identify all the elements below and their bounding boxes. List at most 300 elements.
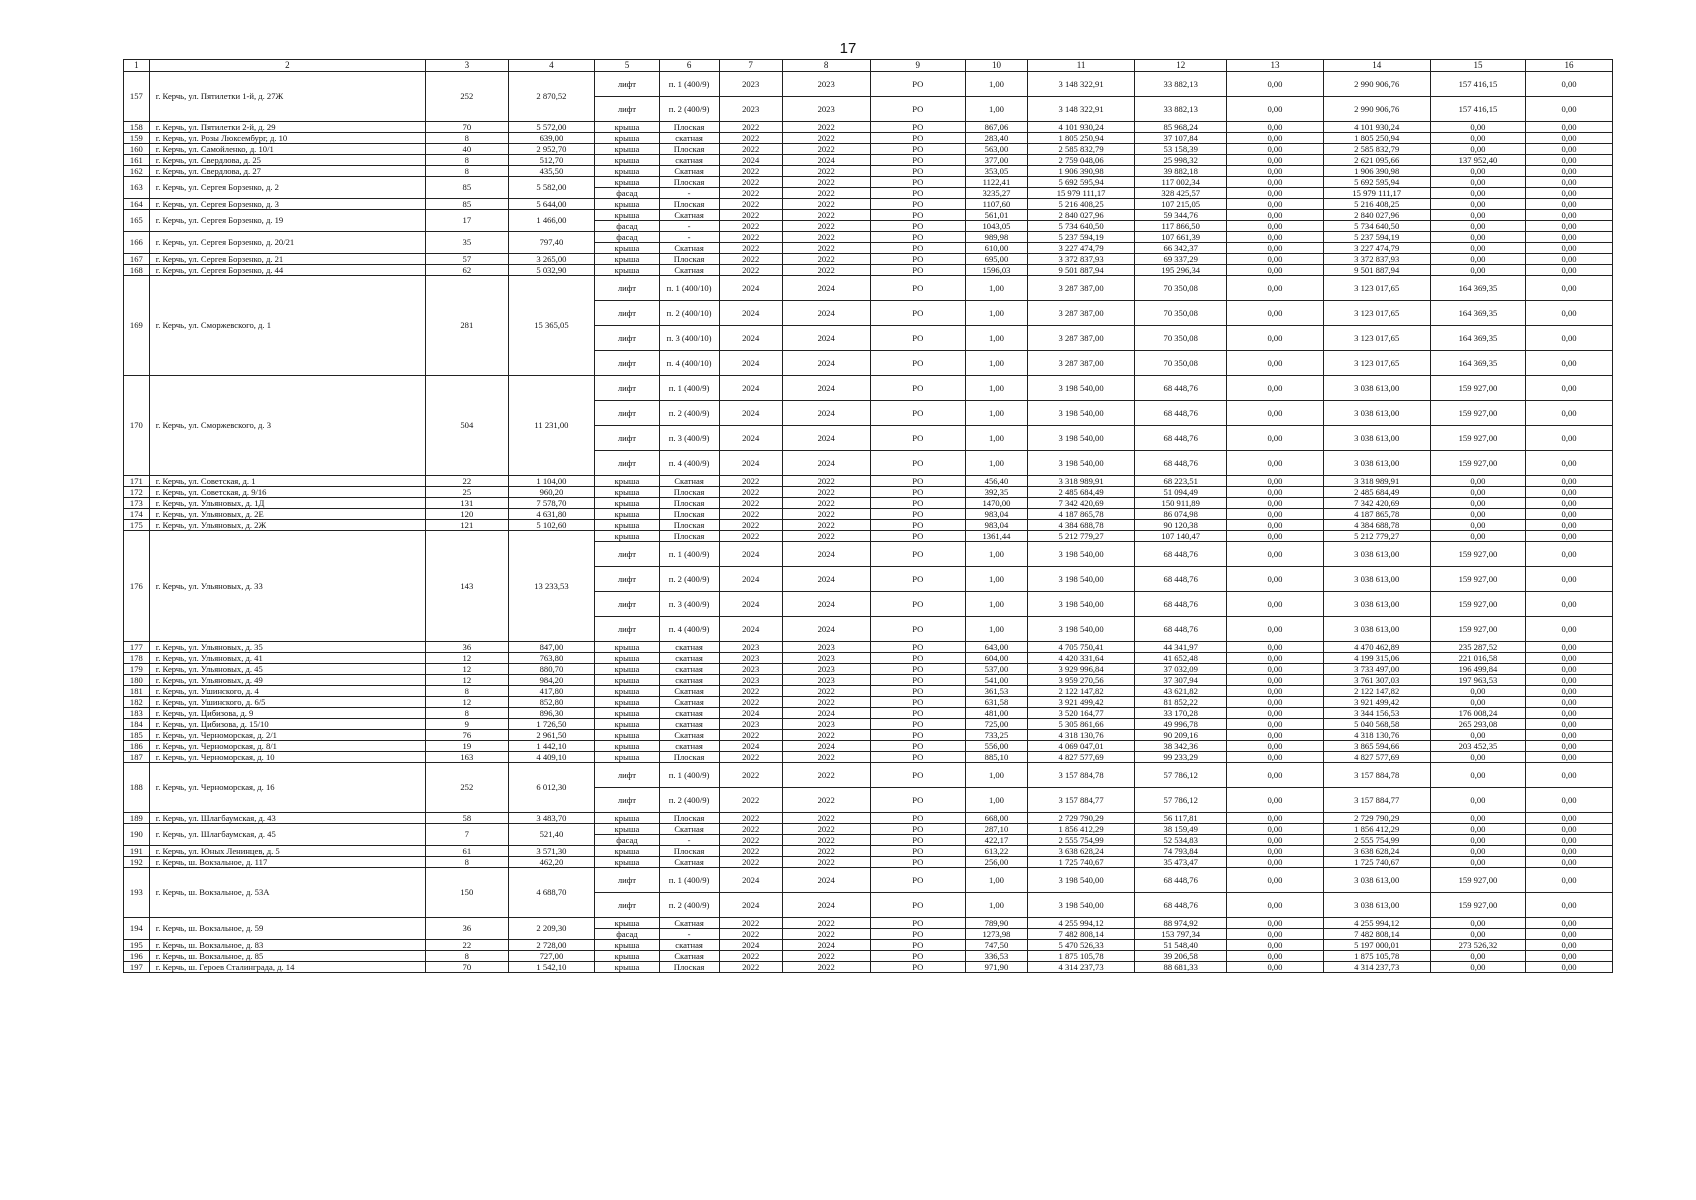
house-area: 639,00: [508, 133, 595, 144]
house-address: г. Керчь, ул. Юных Ленинцев, д. 5: [149, 846, 425, 857]
other-cost: 0,00: [1526, 592, 1613, 617]
work-type: крыша: [595, 813, 659, 824]
row-number: 171: [124, 476, 150, 487]
unit-cost: 68 448,76: [1135, 567, 1227, 592]
local-cost: 157 416,15: [1430, 72, 1525, 97]
residents-count: 8: [426, 951, 508, 962]
year-end: 2022: [782, 498, 870, 509]
fund-cost: 0,00: [1227, 487, 1323, 498]
total-cost: 2 840 027,96: [1028, 210, 1135, 221]
total-cost: 3 198 540,00: [1028, 401, 1135, 426]
work-type: крыша: [595, 509, 659, 520]
year-end: 2022: [782, 254, 870, 265]
unit-cost: 85 968,24: [1135, 122, 1227, 133]
year-start: 2022: [719, 788, 782, 813]
work-subtype: скатная: [659, 708, 719, 719]
work-type: крыша: [595, 846, 659, 857]
fund-cost: 0,00: [1227, 719, 1323, 730]
capital-repair-table: [123, 59, 1613, 973]
regional-cost: 1 725 740,67: [1323, 857, 1430, 868]
unit-cost: 68 448,76: [1135, 893, 1227, 918]
unit-cost: 68 448,76: [1135, 451, 1227, 476]
work-subtype: Плоская: [659, 752, 719, 763]
unit-cost: 44 341,97: [1135, 642, 1227, 653]
table-row: [124, 155, 1613, 166]
fund-cost: 0,00: [1227, 177, 1323, 188]
row-number: 188: [124, 763, 150, 813]
method: РО: [870, 542, 965, 567]
volume: 983,04: [965, 520, 1027, 531]
year-start: 2024: [719, 617, 782, 642]
other-cost: 0,00: [1526, 166, 1613, 177]
fund-cost: 0,00: [1227, 918, 1323, 929]
year-end: 2022: [782, 686, 870, 697]
residents-count: 9: [426, 719, 508, 730]
row-number: 195: [124, 940, 150, 951]
volume: 867,06: [965, 122, 1027, 133]
house-address: г. Керчь, ул. Розы Люксембург, д. 10: [149, 133, 425, 144]
total-cost: 2 555 754,99: [1028, 835, 1135, 846]
house-address: г. Керчь, ул. Пятилетки 1-й, д. 27Ж: [149, 72, 425, 122]
other-cost: 0,00: [1526, 254, 1613, 265]
other-cost: 0,00: [1526, 531, 1613, 542]
total-cost: 2 485 684,49: [1028, 487, 1135, 498]
local-cost: 0,00: [1430, 177, 1525, 188]
other-cost: 0,00: [1526, 476, 1613, 487]
volume: 361,53: [965, 686, 1027, 697]
house-area: 3 483,70: [508, 813, 595, 824]
unit-cost: 70 350,08: [1135, 326, 1227, 351]
unit-cost: 33 170,28: [1135, 708, 1227, 719]
fund-cost: 0,00: [1227, 476, 1323, 487]
other-cost: 0,00: [1526, 675, 1613, 686]
fund-cost: 0,00: [1227, 243, 1323, 254]
work-type: крыша: [595, 144, 659, 155]
total-cost: 15 979 111,17: [1028, 188, 1135, 199]
work-type: фасад: [595, 232, 659, 243]
regional-cost: 3 372 837,93: [1323, 254, 1430, 265]
year-end: 2022: [782, 243, 870, 254]
house-address: г. Керчь, ул. Сергея Борзенко, д. 19: [149, 210, 425, 232]
volume: 983,04: [965, 509, 1027, 520]
residents-count: 76: [426, 730, 508, 741]
method: РО: [870, 351, 965, 376]
method: РО: [870, 509, 965, 520]
regional-cost: 4 827 577,69: [1323, 752, 1430, 763]
unit-cost: 90 120,38: [1135, 520, 1227, 531]
year-start: 2024: [719, 301, 782, 326]
total-cost: 2 122 147,82: [1028, 686, 1135, 697]
year-start: 2023: [719, 97, 782, 122]
year-end: 2022: [782, 697, 870, 708]
method: РО: [870, 697, 965, 708]
work-subtype: Плоская: [659, 520, 719, 531]
method: РО: [870, 122, 965, 133]
work-type: крыша: [595, 498, 659, 509]
fund-cost: 0,00: [1227, 144, 1323, 155]
method: РО: [870, 221, 965, 232]
fund-cost: 0,00: [1227, 846, 1323, 857]
house-address: г. Керчь, ш. Вокзальное, д. 83: [149, 940, 425, 951]
row-number: 176: [124, 531, 150, 642]
local-cost: 0,00: [1430, 122, 1525, 133]
fund-cost: 0,00: [1227, 962, 1323, 973]
year-start: 2024: [719, 542, 782, 567]
work-type: лифт: [595, 301, 659, 326]
method: РО: [870, 426, 965, 451]
residents-count: 143: [426, 531, 508, 642]
work-subtype: Плоская: [659, 487, 719, 498]
table-row: [124, 940, 1613, 951]
unit-cost: 74 793,84: [1135, 846, 1227, 857]
other-cost: 0,00: [1526, 857, 1613, 868]
work-subtype: -: [659, 929, 719, 940]
row-number: 185: [124, 730, 150, 741]
year-end: 2024: [782, 451, 870, 476]
year-start: 2022: [719, 243, 782, 254]
work-subtype: -: [659, 188, 719, 199]
other-cost: 0,00: [1526, 719, 1613, 730]
local-cost: 159 927,00: [1430, 401, 1525, 426]
regional-cost: 3 038 613,00: [1323, 592, 1430, 617]
method: РО: [870, 918, 965, 929]
house-area: 1 442,10: [508, 741, 595, 752]
year-end: 2024: [782, 426, 870, 451]
house-address: г. Керчь, ш. Героев Сталинграда, д. 14: [149, 962, 425, 973]
unit-cost: 70 350,08: [1135, 351, 1227, 376]
house-area: 960,20: [508, 487, 595, 498]
unit-cost: 153 797,34: [1135, 929, 1227, 940]
year-end: 2023: [782, 97, 870, 122]
residents-count: 70: [426, 962, 508, 973]
row-number: 170: [124, 376, 150, 476]
work-subtype: скатная: [659, 940, 719, 951]
house-area: 880,70: [508, 664, 595, 675]
regional-cost: 3 038 613,00: [1323, 567, 1430, 592]
house-address: г. Керчь, ул. Цибизова, д. 15/10: [149, 719, 425, 730]
work-type: фасад: [595, 221, 659, 232]
regional-cost: 2 729 790,29: [1323, 813, 1430, 824]
row-number: 167: [124, 254, 150, 265]
year-start: 2022: [719, 144, 782, 155]
volume: 1596,03: [965, 265, 1027, 276]
total-cost: 4 314 237,73: [1028, 962, 1135, 973]
unit-cost: 81 852,22: [1135, 697, 1227, 708]
other-cost: 0,00: [1526, 642, 1613, 653]
regional-cost: 3 038 613,00: [1323, 542, 1430, 567]
method: РО: [870, 177, 965, 188]
year-end: 2022: [782, 487, 870, 498]
year-end: 2022: [782, 752, 870, 763]
year-end: 2023: [782, 642, 870, 653]
work-type: крыша: [595, 642, 659, 653]
row-number: 157: [124, 72, 150, 122]
unit-cost: 51 548,40: [1135, 940, 1227, 951]
table-row: [124, 686, 1613, 697]
row-number: 187: [124, 752, 150, 763]
other-cost: 0,00: [1526, 177, 1613, 188]
local-cost: 176 008,24: [1430, 708, 1525, 719]
residents-count: 504: [426, 376, 508, 476]
year-end: 2022: [782, 531, 870, 542]
local-cost: 164 369,35: [1430, 301, 1525, 326]
table-row: [124, 664, 1613, 675]
local-cost: 0,00: [1430, 232, 1525, 243]
year-end: 2022: [782, 232, 870, 243]
work-type: крыша: [595, 199, 659, 210]
unit-cost: 107 661,39: [1135, 232, 1227, 243]
residents-count: 61: [426, 846, 508, 857]
other-cost: 0,00: [1526, 520, 1613, 531]
row-number: 164: [124, 199, 150, 210]
other-cost: 0,00: [1526, 929, 1613, 940]
year-start: 2022: [719, 254, 782, 265]
regional-cost: 2 555 754,99: [1323, 835, 1430, 846]
house-address: г. Керчь, ул. Советская, д. 1: [149, 476, 425, 487]
other-cost: 0,00: [1526, 133, 1613, 144]
year-end: 2022: [782, 133, 870, 144]
table-row: [124, 824, 1613, 835]
method: РО: [870, 752, 965, 763]
table-row: [124, 177, 1613, 188]
year-start: 2023: [719, 642, 782, 653]
regional-cost: 3 344 156,53: [1323, 708, 1430, 719]
volume: 1107,60: [965, 199, 1027, 210]
method: РО: [870, 97, 965, 122]
year-start: 2022: [719, 520, 782, 531]
local-cost: 0,00: [1430, 846, 1525, 857]
regional-cost: 4 384 688,78: [1323, 520, 1430, 531]
regional-cost: 2 621 095,66: [1323, 155, 1430, 166]
method: РО: [870, 664, 965, 675]
volume: 1,00: [965, 617, 1027, 642]
row-number: 179: [124, 664, 150, 675]
work-subtype: Плоская: [659, 813, 719, 824]
volume: 256,00: [965, 857, 1027, 868]
year-start: 2024: [719, 567, 782, 592]
volume: 1043,05: [965, 221, 1027, 232]
year-end: 2022: [782, 857, 870, 868]
year-end: 2022: [782, 122, 870, 133]
method: РО: [870, 498, 965, 509]
unit-cost: 59 344,76: [1135, 210, 1227, 221]
method: РО: [870, 846, 965, 857]
fund-cost: 0,00: [1227, 254, 1323, 265]
table-row: [124, 846, 1613, 857]
year-end: 2022: [782, 813, 870, 824]
year-end: 2024: [782, 567, 870, 592]
local-cost: 0,00: [1430, 918, 1525, 929]
unit-cost: 328 425,57: [1135, 188, 1227, 199]
year-end: 2022: [782, 520, 870, 531]
fund-cost: 0,00: [1227, 351, 1323, 376]
residents-count: 85: [426, 177, 508, 199]
volume: 1470,00: [965, 498, 1027, 509]
fund-cost: 0,00: [1227, 232, 1323, 243]
other-cost: 0,00: [1526, 951, 1613, 962]
residents-count: 35: [426, 232, 508, 254]
residents-count: 281: [426, 276, 508, 376]
work-subtype: скатная: [659, 664, 719, 675]
year-start: 2022: [719, 265, 782, 276]
row-number: 197: [124, 962, 150, 973]
regional-cost: 7 342 420,69: [1323, 498, 1430, 509]
row-number: 174: [124, 509, 150, 520]
volume: 563,00: [965, 144, 1027, 155]
local-cost: 159 927,00: [1430, 376, 1525, 401]
total-cost: 3 318 989,91: [1028, 476, 1135, 487]
other-cost: 0,00: [1526, 265, 1613, 276]
unit-cost: 107 215,05: [1135, 199, 1227, 210]
work-type: лифт: [595, 868, 659, 893]
work-type: фасад: [595, 835, 659, 846]
work-type: крыша: [595, 719, 659, 730]
regional-cost: 3 038 613,00: [1323, 426, 1430, 451]
unit-cost: 117 866,50: [1135, 221, 1227, 232]
unit-cost: 90 209,16: [1135, 730, 1227, 741]
local-cost: 0,00: [1430, 254, 1525, 265]
work-type: лифт: [595, 617, 659, 642]
volume: 1,00: [965, 72, 1027, 97]
column-header-6: 6: [659, 60, 719, 72]
unit-cost: 150 911,89: [1135, 498, 1227, 509]
total-cost: 3 638 628,24: [1028, 846, 1135, 857]
fund-cost: 0,00: [1227, 401, 1323, 426]
local-cost: 0,00: [1430, 857, 1525, 868]
local-cost: 0,00: [1430, 730, 1525, 741]
year-start: 2022: [719, 476, 782, 487]
unit-cost: 88 681,33: [1135, 962, 1227, 973]
work-subtype: Скатная: [659, 476, 719, 487]
other-cost: 0,00: [1526, 451, 1613, 476]
local-cost: 159 927,00: [1430, 868, 1525, 893]
regional-cost: 4 314 237,73: [1323, 962, 1430, 973]
regional-cost: 15 979 111,17: [1323, 188, 1430, 199]
volume: 631,58: [965, 697, 1027, 708]
residents-count: 163: [426, 752, 508, 763]
regional-cost: 3 123 017,65: [1323, 301, 1430, 326]
row-number: 161: [124, 155, 150, 166]
local-cost: 221 016,58: [1430, 653, 1525, 664]
volume: 1,00: [965, 401, 1027, 426]
house-address: г. Керчь, ул. Сергея Борзенко, д. 20/21: [149, 232, 425, 254]
fund-cost: 0,00: [1227, 97, 1323, 122]
local-cost: 0,00: [1430, 509, 1525, 520]
volume: 971,90: [965, 962, 1027, 973]
method: РО: [870, 675, 965, 686]
house-address: г. Керчь, ул. Свердлова, д. 25: [149, 155, 425, 166]
unit-cost: 68 448,76: [1135, 401, 1227, 426]
work-type: крыша: [595, 708, 659, 719]
fund-cost: 0,00: [1227, 166, 1323, 177]
year-start: 2024: [719, 326, 782, 351]
work-type: лифт: [595, 451, 659, 476]
work-subtype: Скатная: [659, 951, 719, 962]
other-cost: 0,00: [1526, 846, 1613, 857]
house-address: г. Керчь, ул. Советская, д. 9/16: [149, 487, 425, 498]
regional-cost: 3 733 497,00: [1323, 664, 1430, 675]
house-area: 11 231,00: [508, 376, 595, 476]
fund-cost: 0,00: [1227, 531, 1323, 542]
fund-cost: 0,00: [1227, 824, 1323, 835]
column-header-7: 7: [719, 60, 782, 72]
unit-cost: 68 448,76: [1135, 542, 1227, 567]
volume: 1361,44: [965, 531, 1027, 542]
unit-cost: 68 448,76: [1135, 426, 1227, 451]
residents-count: 40: [426, 144, 508, 155]
year-start: 2024: [719, 940, 782, 951]
total-cost: 3 198 540,00: [1028, 542, 1135, 567]
other-cost: 0,00: [1526, 752, 1613, 763]
year-start: 2022: [719, 835, 782, 846]
work-type: лифт: [595, 542, 659, 567]
fund-cost: 0,00: [1227, 697, 1323, 708]
year-end: 2023: [782, 719, 870, 730]
method: РО: [870, 487, 965, 498]
volume: 1,00: [965, 97, 1027, 122]
residents-count: 120: [426, 509, 508, 520]
volume: 456,40: [965, 476, 1027, 487]
year-start: 2022: [719, 221, 782, 232]
work-type: крыша: [595, 265, 659, 276]
work-type: крыша: [595, 254, 659, 265]
year-start: 2023: [719, 719, 782, 730]
work-subtype: -: [659, 232, 719, 243]
house-address: г. Керчь, ул. Ульяновых, д. 49: [149, 675, 425, 686]
house-area: 5 032,90: [508, 265, 595, 276]
row-number: 184: [124, 719, 150, 730]
local-cost: 0,00: [1430, 962, 1525, 973]
work-subtype: п. 2 (400/9): [659, 401, 719, 426]
work-type: крыша: [595, 653, 659, 664]
row-number: 181: [124, 686, 150, 697]
table-row: [124, 868, 1613, 893]
table-row: [124, 675, 1613, 686]
unit-cost: 41 652,48: [1135, 653, 1227, 664]
method: РО: [870, 144, 965, 155]
fund-cost: 0,00: [1227, 592, 1323, 617]
work-type: крыша: [595, 940, 659, 951]
house-area: 763,80: [508, 653, 595, 664]
row-number: 183: [124, 708, 150, 719]
work-subtype: скатная: [659, 719, 719, 730]
regional-cost: 2 990 906,76: [1323, 72, 1430, 97]
volume: 1,00: [965, 351, 1027, 376]
row-number: 166: [124, 232, 150, 254]
fund-cost: 0,00: [1227, 893, 1323, 918]
total-cost: 3 157 884,78: [1028, 763, 1135, 788]
local-cost: 0,00: [1430, 813, 1525, 824]
total-cost: 1 805 250,94: [1028, 133, 1135, 144]
year-end: 2024: [782, 893, 870, 918]
unit-cost: 117 002,34: [1135, 177, 1227, 188]
table-row: [124, 741, 1613, 752]
year-end: 2023: [782, 675, 870, 686]
work-type: лифт: [595, 351, 659, 376]
method: РО: [870, 254, 965, 265]
fund-cost: 0,00: [1227, 752, 1323, 763]
table-row: [124, 697, 1613, 708]
year-end: 2024: [782, 276, 870, 301]
work-subtype: Плоская: [659, 122, 719, 133]
fund-cost: 0,00: [1227, 664, 1323, 675]
local-cost: 159 927,00: [1430, 426, 1525, 451]
unit-cost: 107 140,47: [1135, 531, 1227, 542]
other-cost: 0,00: [1526, 243, 1613, 254]
row-number: 158: [124, 122, 150, 133]
work-type: лифт: [595, 788, 659, 813]
year-end: 2022: [782, 476, 870, 487]
